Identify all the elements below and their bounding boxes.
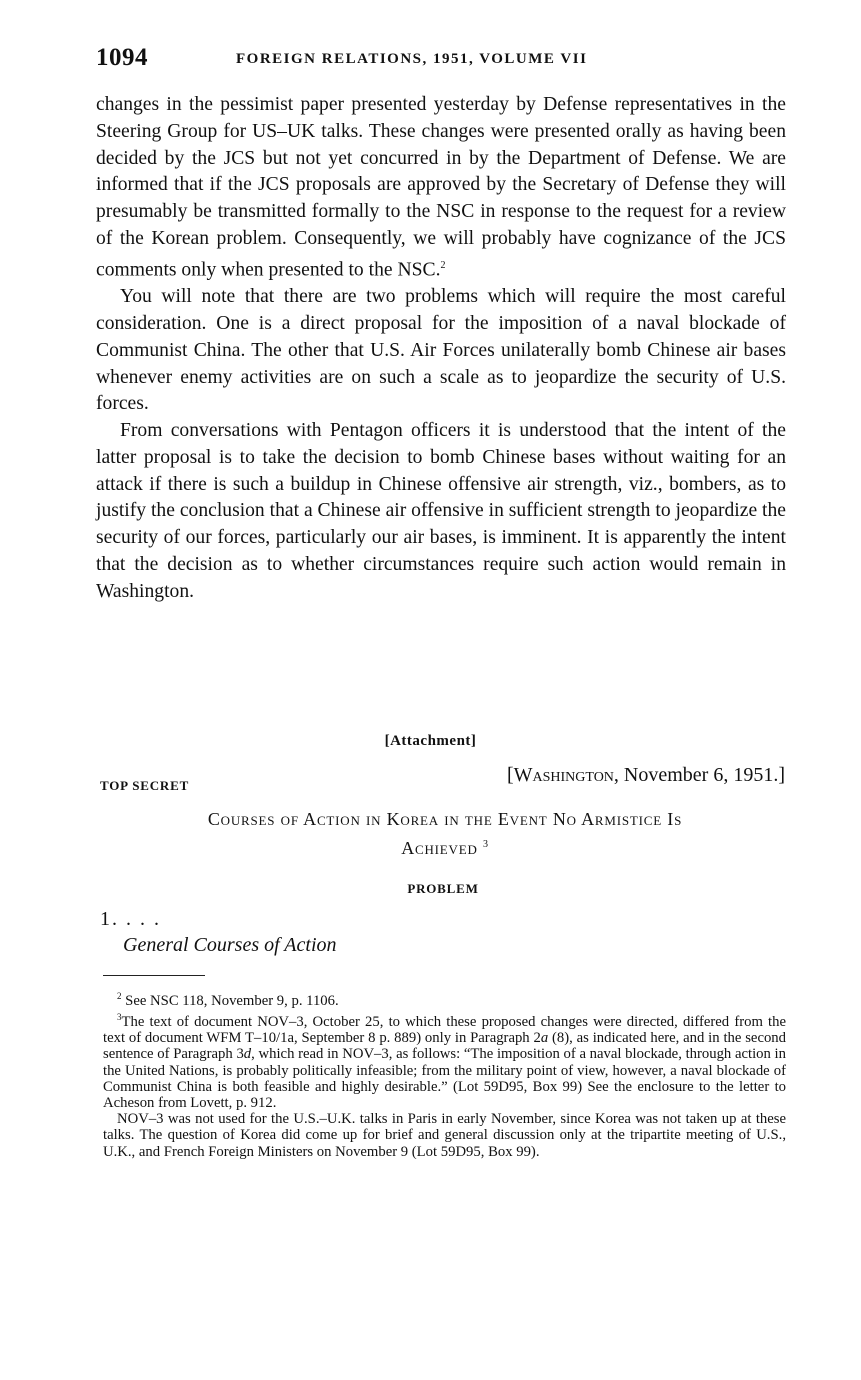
footnote-3-text-b: a — [540, 1030, 549, 1047]
body-paragraph-2: You will note that there are two problems which will require the most careful consideration. One is a direct proposal for the imposition of a naval blockade of Communist China. The other that U.S. Air Forces unilaterally bomb Chinese air bases whenever enemy activities are on such a scale as to jeopardize the security of U.S. forces. — [96, 286, 786, 415]
body-paragraph-1-text: changes in the pessimist paper presented yesterday by Defense representatives in the Steering Group for US–UK talks. These changes were presented orally as having been decided by the JCS but not yet concurred in by the Department of Defense. We are informed that if the JCS proposals are approved by the Secretary of Defense they will presumably be transmitted formally to the NSC in response to the request for a review of the Korean problem. Consequently, we will probably have cognizance of the JCS comments only when presented to the NSC. — [96, 94, 786, 281]
dateline-place: Washington — [513, 764, 614, 786]
footnote-3 — [103, 1009, 786, 1111]
footnote-divider — [103, 975, 205, 976]
document-title — [100, 806, 790, 861]
footnote-2 — [103, 988, 786, 1009]
subheading: General Courses of Action — [123, 934, 337, 956]
paragraph-number: 1. . . . — [100, 908, 161, 930]
dateline-open: [ — [506, 764, 514, 786]
dateline — [507, 764, 785, 787]
attachment-label: [Attachment] — [384, 733, 477, 749]
footnote-3-text-d: d — [243, 1046, 252, 1063]
footnote-ref-2: 2 — [440, 259, 446, 271]
footnote-3-text-a: The text of document NOV–3, October 25, to which these proposed changes were directed, differed from the text of document WFM T–10/1a, September 8 p. 889) only in Paragraph 2 — [103, 1013, 786, 1047]
page-number: 1094 — [96, 44, 148, 71]
body-paragraph-3: From conversations with Pentagon officers it is understood that the intent of the latter proposal is to take the decision to bomb Chinese bases without waiting for an attack if there is such a buildup in Chinese offensive air strength, viz., bombers, as to justify the conclusion that a Chinese air offensive in sufficient strength to jeopardize the security of our forces, particularly our air bases, is imminent. It is apparently the intent that the decision as to whether circumstances require such action would remain in Washington. — [96, 420, 786, 602]
section-heading: PROBLEM — [407, 881, 479, 896]
document-title-line-1: Courses of Action in Korea in the Event No Armistice Is — [207, 809, 683, 829]
footnote-ref-3: 3 — [482, 839, 489, 850]
footnotes — [103, 988, 786, 1160]
footnote-3-text-c: (8), as indicated here, and in the second sentence of Paragraph 3 — [103, 1030, 786, 1063]
body-text — [96, 92, 786, 606]
body-paragraph-1 — [96, 92, 786, 284]
footnote-2-marker: 2 — [117, 991, 122, 1001]
footnote-3-paragraph-2: NOV–3 was not used for the U.S.–U.K. talks in Paris in early November, since Korea was not taken up at these talks. The question of Korea did come up for brief and general discussion only at the tripartite meeting of U.S., U.K., and French Foreign Ministers on November 9 (Lot 59D95, Box 99). — [103, 1111, 786, 1160]
classification-marking: TOP SECRET — [100, 778, 190, 793]
footnote-2-text: See NSC 118, November 9, p. 1106. — [121, 992, 339, 1009]
running-title: FOREIGN RELATIONS, 1951, VOLUME VII — [236, 51, 588, 67]
dateline-date: , November 6, 1951.] — [613, 764, 785, 786]
document-title-line-2-text: Achieved — [401, 838, 478, 858]
footnote-3-marker: 3 — [117, 1012, 122, 1023]
footnote-3-text-e: , which read in NOV–3, as follows: “The imposition of a naval blockade, through action in the United Nations, is probably politically infeasible; from the military point of view, however, a naval blockade of Communist China is both feasible and highly desirable.” (Lot 59D95, Box 99) See the enclosure to the letter to Acheson from Lovett, p. 912. — [103, 1046, 786, 1111]
page-header — [96, 44, 786, 80]
document-title-line-2 — [100, 832, 790, 861]
